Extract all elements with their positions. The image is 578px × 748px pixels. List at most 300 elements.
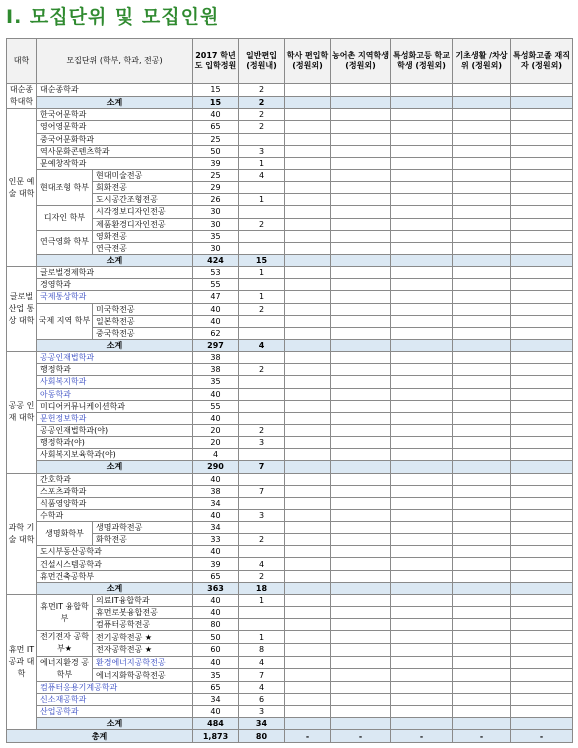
empty-cell: [391, 96, 453, 109]
empty-cell: [453, 706, 511, 718]
major-name: 회화전공: [93, 182, 193, 194]
empty-cell: [331, 339, 391, 351]
empty-cell: [331, 218, 391, 230]
empty-cell: [511, 133, 573, 145]
empty-cell: [285, 485, 331, 497]
general-transfer-value: [239, 279, 285, 291]
empty-cell: [285, 279, 331, 291]
quota-value: 38: [193, 364, 239, 376]
empty-cell: [511, 509, 573, 521]
empty-cell: [391, 631, 453, 644]
general-transfer-value: [239, 327, 285, 339]
general-transfer-value: 1: [239, 291, 285, 303]
empty-cell: [391, 412, 453, 424]
general-transfer-value: 3: [239, 437, 285, 449]
empty-cell: [285, 352, 331, 364]
table-row: [7, 291, 573, 303]
empty-cell: [391, 169, 453, 181]
quota-value: 40: [193, 315, 239, 327]
empty-cell: [331, 570, 391, 582]
department-name: 스포츠과학과: [37, 485, 193, 497]
general-transfer-value: 2: [239, 424, 285, 436]
table-row: [7, 145, 573, 157]
subtotal-label: 소계: [37, 718, 193, 730]
quota-value: 50: [193, 631, 239, 644]
empty-cell: [453, 109, 511, 121]
empty-cell: [331, 473, 391, 485]
empty-cell: [331, 522, 391, 534]
subtotal-label: 소계: [37, 582, 193, 594]
empty-cell: [331, 182, 391, 194]
empty-cell: [331, 352, 391, 364]
table-row: [7, 376, 573, 388]
empty-cell: [391, 339, 453, 351]
empty-cell: [453, 643, 511, 656]
page-title: Ⅰ. 모집단위 및 모집인원: [6, 6, 220, 28]
general-transfer-value: 8: [239, 643, 285, 656]
general-transfer-value: [239, 388, 285, 400]
division-name: 국제 지역 학부: [37, 303, 93, 339]
table-row: [7, 84, 573, 97]
empty-cell: [285, 364, 331, 376]
empty-cell: [331, 157, 391, 169]
empty-cell: [331, 145, 391, 157]
empty-cell: [391, 364, 453, 376]
general-transfer-value: 6: [239, 694, 285, 706]
empty-cell: [391, 437, 453, 449]
empty-cell: [453, 509, 511, 521]
empty-cell: [285, 558, 331, 570]
empty-cell: [453, 497, 511, 509]
empty-cell: [285, 96, 331, 109]
empty-cell: [285, 388, 331, 400]
general-transfer-value: [239, 607, 285, 619]
department-name: 경영학과: [37, 279, 193, 291]
department-name: 대순종학과: [37, 84, 193, 97]
department-name: 문헌정보학과: [37, 412, 193, 424]
division-name: 전기전자 공학부★: [37, 631, 93, 656]
department-name: 신소재공학과: [37, 694, 193, 706]
major-name: 화학전공: [93, 534, 193, 546]
empty-cell: [511, 424, 573, 436]
department-name: 중국어문화학과: [37, 133, 193, 145]
table-row: [7, 364, 573, 376]
general-transfer-value: [239, 206, 285, 218]
empty-cell: [331, 631, 391, 644]
total-dash: -: [285, 730, 331, 743]
empty-cell: [511, 169, 573, 181]
empty-cell: [453, 681, 511, 693]
empty-cell: [391, 619, 453, 631]
empty-cell: [331, 279, 391, 291]
empty-cell: [391, 230, 453, 242]
empty-cell: [331, 461, 391, 473]
quota-value: 30: [193, 242, 239, 254]
empty-cell: [511, 109, 573, 121]
general-transfer-value: 7: [239, 485, 285, 497]
header-unit: 모집단위 (학부, 학과, 전공): [37, 39, 193, 84]
major-name: 중국학전공: [93, 327, 193, 339]
quota-value: 40: [193, 546, 239, 558]
quota-value: 4: [193, 449, 239, 461]
subtotal-general: 4: [239, 339, 285, 351]
table-row: [7, 437, 573, 449]
department-name: 건설시스템공학과: [37, 558, 193, 570]
general-transfer-value: [239, 619, 285, 631]
subtotal-label: 소계: [37, 461, 193, 473]
empty-cell: [285, 412, 331, 424]
general-transfer-value: [239, 352, 285, 364]
empty-cell: [391, 522, 453, 534]
department-name: 글로벌경제학과: [37, 267, 193, 279]
general-transfer-value: [239, 376, 285, 388]
general-transfer-value: 7: [239, 669, 285, 682]
empty-cell: [511, 388, 573, 400]
empty-cell: [285, 643, 331, 656]
empty-cell: [453, 619, 511, 631]
empty-cell: [511, 121, 573, 133]
empty-cell: [511, 497, 573, 509]
empty-cell: [453, 206, 511, 218]
table-row: [7, 473, 573, 485]
empty-cell: [285, 84, 331, 97]
empty-cell: [511, 656, 573, 669]
empty-cell: [453, 182, 511, 194]
quota-value: 30: [193, 218, 239, 230]
empty-cell: [453, 352, 511, 364]
general-transfer-value: 4: [239, 558, 285, 570]
department-name: 문예창작학과: [37, 157, 193, 169]
department-name: 수학과: [37, 509, 193, 521]
empty-cell: [391, 376, 453, 388]
empty-cell: [511, 669, 573, 682]
empty-cell: [285, 694, 331, 706]
quota-value: 40: [193, 412, 239, 424]
empty-cell: [453, 133, 511, 145]
major-name: 시각정보디자인전공: [93, 206, 193, 218]
empty-cell: [391, 133, 453, 145]
empty-cell: [453, 267, 511, 279]
total-label: 총계: [7, 730, 193, 743]
empty-cell: [331, 437, 391, 449]
empty-cell: [285, 206, 331, 218]
table-row: [7, 133, 573, 145]
empty-cell: [331, 376, 391, 388]
department-name: 국제통상학과: [37, 291, 193, 303]
empty-cell: [391, 109, 453, 121]
table-row: [7, 631, 573, 644]
empty-cell: [453, 449, 511, 461]
table-row: [7, 267, 573, 279]
empty-cell: [511, 400, 573, 412]
quota-value: 20: [193, 437, 239, 449]
empty-cell: [331, 206, 391, 218]
empty-cell: [285, 473, 331, 485]
empty-cell: [391, 681, 453, 693]
empty-cell: [511, 352, 573, 364]
subtotal-quota: 290: [193, 461, 239, 473]
empty-cell: [331, 694, 391, 706]
empty-cell: [511, 461, 573, 473]
quota-value: 39: [193, 157, 239, 169]
empty-cell: [285, 706, 331, 718]
subtotal-row: [7, 582, 573, 594]
empty-cell: [511, 694, 573, 706]
table-row: [7, 570, 573, 582]
empty-cell: [453, 546, 511, 558]
empty-cell: [453, 242, 511, 254]
empty-cell: [511, 570, 573, 582]
department-name: 도시부동산공학과: [37, 546, 193, 558]
empty-cell: [453, 694, 511, 706]
quota-value: 38: [193, 485, 239, 497]
empty-cell: [511, 437, 573, 449]
department-name: 식품영양학과: [37, 497, 193, 509]
empty-cell: [285, 327, 331, 339]
empty-cell: [511, 582, 573, 594]
major-name: 연극전공: [93, 242, 193, 254]
empty-cell: [391, 706, 453, 718]
general-transfer-value: 2: [239, 303, 285, 315]
college-name: 과학 기술 대학: [7, 473, 37, 594]
general-transfer-value: [239, 412, 285, 424]
subtotal-quota: 363: [193, 582, 239, 594]
empty-cell: [391, 594, 453, 606]
empty-cell: [331, 121, 391, 133]
empty-cell: [453, 315, 511, 327]
subtotal-quota: 15: [193, 96, 239, 109]
department-name: 산업공학과: [37, 706, 193, 718]
empty-cell: [285, 254, 331, 266]
empty-cell: [391, 570, 453, 582]
table-row: [7, 352, 573, 364]
empty-cell: [285, 449, 331, 461]
subtotal-row: [7, 96, 573, 109]
header-basic-livelihood: 기초생활 /차상위 (정원외): [453, 39, 511, 84]
general-transfer-value: 2: [239, 570, 285, 582]
quota-value: 55: [193, 279, 239, 291]
empty-cell: [453, 607, 511, 619]
empty-cell: [331, 303, 391, 315]
empty-cell: [331, 706, 391, 718]
table-row: [7, 206, 573, 218]
empty-cell: [511, 619, 573, 631]
department-name: 공공인재법학과(야): [37, 424, 193, 436]
empty-cell: [453, 558, 511, 570]
empty-cell: [391, 206, 453, 218]
empty-cell: [331, 449, 391, 461]
subtotal-quota: 297: [193, 339, 239, 351]
empty-cell: [331, 327, 391, 339]
empty-cell: [453, 461, 511, 473]
quota-value: 35: [193, 669, 239, 682]
table-row: [7, 522, 573, 534]
department-name: 사회복지학과: [37, 376, 193, 388]
subtotal-quota: 424: [193, 254, 239, 266]
subtotal-row: [7, 461, 573, 473]
quota-value: 25: [193, 133, 239, 145]
empty-cell: [453, 84, 511, 97]
department-name: 행정학과: [37, 364, 193, 376]
major-name: 휴먼로봇융합전공: [93, 607, 193, 619]
empty-cell: [391, 485, 453, 497]
empty-cell: [511, 706, 573, 718]
general-transfer-value: [239, 522, 285, 534]
quota-value: 40: [193, 303, 239, 315]
empty-cell: [331, 643, 391, 656]
empty-cell: [331, 254, 391, 266]
empty-cell: [331, 424, 391, 436]
empty-cell: [453, 327, 511, 339]
table-row: [7, 279, 573, 291]
empty-cell: [453, 279, 511, 291]
empty-cell: [511, 558, 573, 570]
empty-cell: [331, 485, 391, 497]
empty-cell: [285, 424, 331, 436]
table-body: [7, 84, 573, 743]
empty-cell: [453, 339, 511, 351]
empty-cell: [453, 570, 511, 582]
general-transfer-value: 2: [239, 364, 285, 376]
empty-cell: [391, 388, 453, 400]
empty-cell: [391, 424, 453, 436]
empty-cell: [453, 230, 511, 242]
empty-cell: [511, 473, 573, 485]
quota-value: 40: [193, 656, 239, 669]
empty-cell: [391, 84, 453, 97]
department-name: 컴퓨터응용기계공학과: [37, 681, 193, 693]
empty-cell: [511, 303, 573, 315]
general-transfer-value: 4: [239, 656, 285, 669]
empty-cell: [453, 303, 511, 315]
quota-value: 20: [193, 424, 239, 436]
table-row: [7, 497, 573, 509]
quota-value: 80: [193, 619, 239, 631]
empty-cell: [453, 669, 511, 682]
header-bachelor-transfer: 학사 편입학 (정원외): [285, 39, 331, 84]
empty-cell: [511, 96, 573, 109]
empty-cell: [285, 194, 331, 206]
empty-cell: [285, 242, 331, 254]
table-row: [7, 485, 573, 497]
total-quota: 1,873: [193, 730, 239, 743]
empty-cell: [511, 522, 573, 534]
subtotal-general: 18: [239, 582, 285, 594]
empty-cell: [285, 522, 331, 534]
empty-cell: [285, 182, 331, 194]
empty-cell: [285, 497, 331, 509]
empty-cell: [453, 291, 511, 303]
quota-value: 40: [193, 109, 239, 121]
empty-cell: [331, 291, 391, 303]
general-transfer-value: [239, 473, 285, 485]
major-name: 생명과학전공: [93, 522, 193, 534]
table-row: [7, 157, 573, 169]
general-transfer-value: 2: [239, 534, 285, 546]
quota-value: 40: [193, 607, 239, 619]
empty-cell: [511, 157, 573, 169]
empty-cell: [331, 388, 391, 400]
quota-value: 60: [193, 643, 239, 656]
empty-cell: [285, 121, 331, 133]
general-transfer-value: 2: [239, 121, 285, 133]
total-general: 80: [239, 730, 285, 743]
header-quota-2017: 2017 학년도 입학정원: [193, 39, 239, 84]
empty-cell: [453, 218, 511, 230]
subtotal-label: 소계: [37, 339, 193, 351]
empty-cell: [285, 218, 331, 230]
department-name: 간호학과: [37, 473, 193, 485]
empty-cell: [285, 133, 331, 145]
general-transfer-value: 3: [239, 145, 285, 157]
empty-cell: [285, 315, 331, 327]
quota-value: 65: [193, 570, 239, 582]
college-name: 휴먼 IT 공과 대학: [7, 594, 37, 730]
quota-value: 26: [193, 194, 239, 206]
empty-cell: [453, 400, 511, 412]
division-name: 현대조형 학부: [37, 169, 93, 205]
empty-cell: [391, 327, 453, 339]
college-name: 인문 예술 대학: [7, 109, 37, 267]
empty-cell: [285, 157, 331, 169]
empty-cell: [391, 291, 453, 303]
general-transfer-value: 2: [239, 84, 285, 97]
empty-cell: [453, 473, 511, 485]
general-transfer-value: [239, 133, 285, 145]
empty-cell: [391, 534, 453, 546]
general-transfer-value: 2: [239, 218, 285, 230]
empty-cell: [285, 607, 331, 619]
empty-cell: [511, 594, 573, 606]
quota-value: 65: [193, 121, 239, 133]
table-row: [7, 303, 573, 315]
empty-cell: [331, 169, 391, 181]
empty-cell: [511, 412, 573, 424]
general-transfer-value: 3: [239, 706, 285, 718]
table-row: [7, 388, 573, 400]
department-name: 한국어문학과: [37, 109, 193, 121]
empty-cell: [453, 254, 511, 266]
empty-cell: [391, 607, 453, 619]
empty-cell: [453, 145, 511, 157]
empty-cell: [391, 194, 453, 206]
empty-cell: [331, 109, 391, 121]
quota-value: 40: [193, 594, 239, 606]
empty-cell: [331, 96, 391, 109]
empty-cell: [453, 582, 511, 594]
major-name: 전자공학전공 ★: [93, 643, 193, 656]
empty-cell: [391, 558, 453, 570]
empty-cell: [391, 315, 453, 327]
empty-cell: [391, 718, 453, 730]
empty-cell: [511, 607, 573, 619]
empty-cell: [391, 473, 453, 485]
empty-cell: [453, 364, 511, 376]
empty-cell: [511, 182, 573, 194]
college-name: 글로벌 산업 통상 대학: [7, 267, 37, 352]
quota-value: 38: [193, 352, 239, 364]
table-row: [7, 230, 573, 242]
general-transfer-value: 2: [239, 109, 285, 121]
empty-cell: [511, 631, 573, 644]
empty-cell: [331, 315, 391, 327]
empty-cell: [331, 230, 391, 242]
empty-cell: [453, 594, 511, 606]
subtotal-row: [7, 339, 573, 351]
table-row: [7, 121, 573, 133]
empty-cell: [511, 206, 573, 218]
empty-cell: [285, 169, 331, 181]
